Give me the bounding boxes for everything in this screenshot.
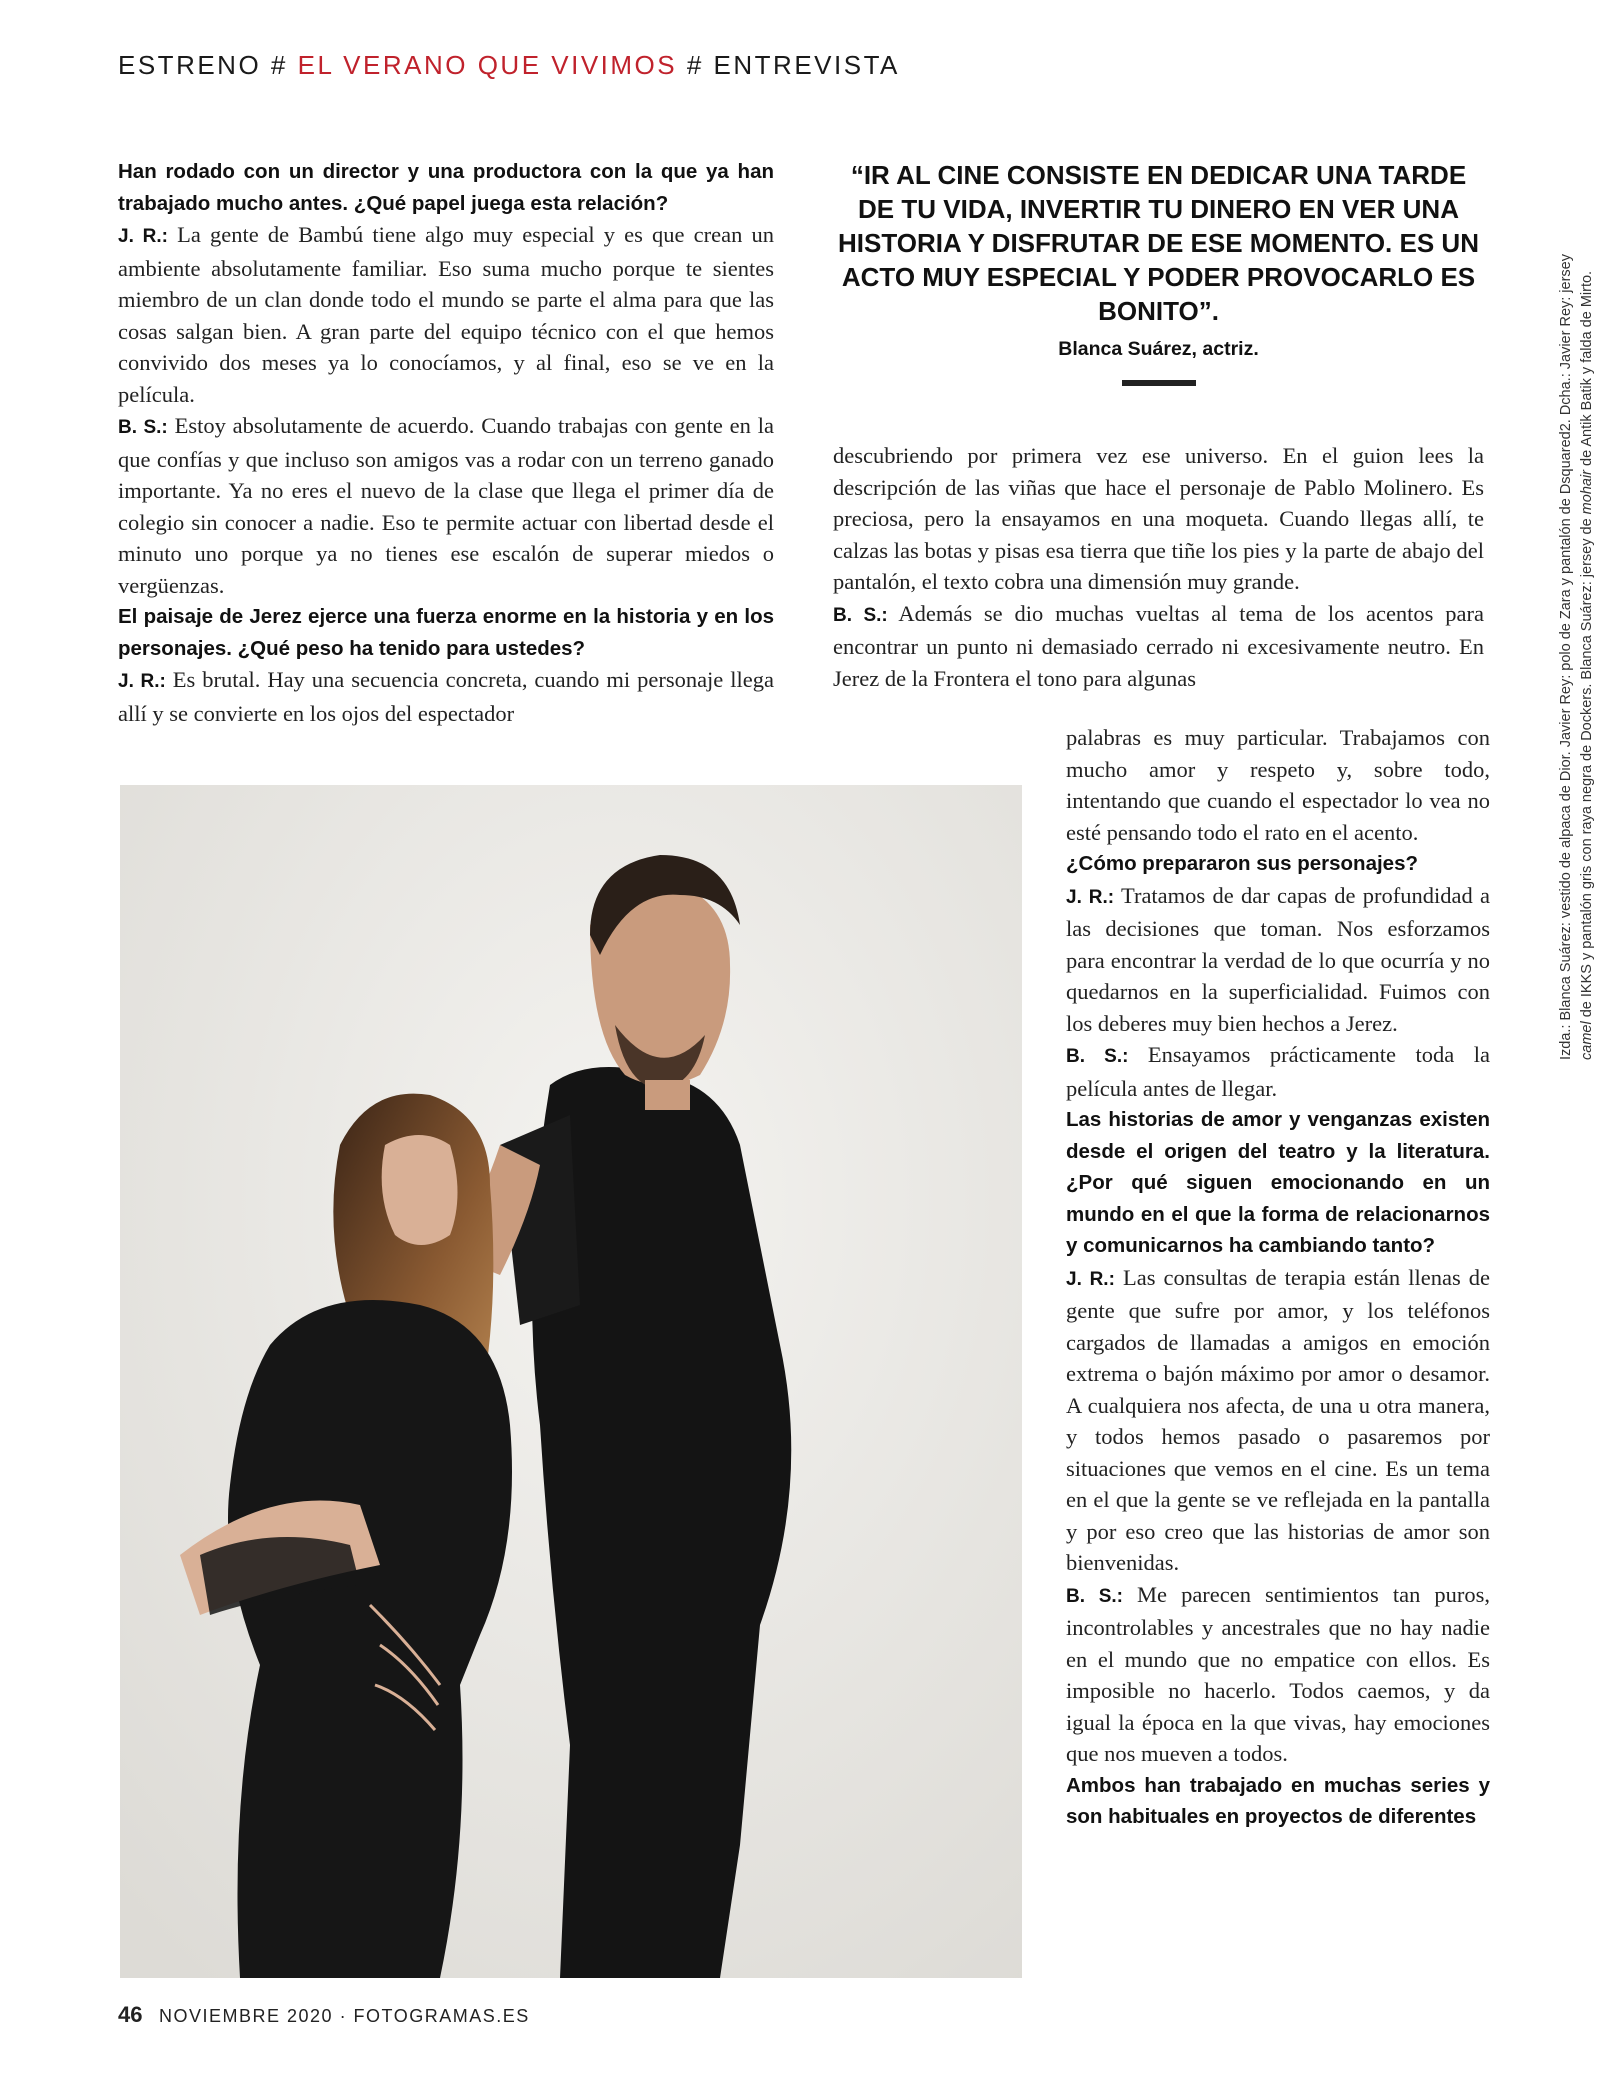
speaker-label: J. R.:	[1066, 1268, 1115, 1290]
interview-answer	[1066, 1039, 1490, 1104]
interview-answer	[118, 664, 774, 729]
speaker-label: B. S.:	[1066, 1046, 1129, 1067]
credit-italic: mohair	[1579, 470, 1595, 515]
interview-answer	[118, 410, 774, 601]
speaker-label: J. R.:	[118, 671, 166, 692]
pull-quote-author: Blanca Suárez, actriz.	[1058, 338, 1259, 360]
section-header	[118, 50, 900, 81]
credit-line-1: Izda.: Blanca Suárez: vestido de alpaca de Dior. Javier Rey: polo de Zara y pantalón de Dsquared2. Dcha.: Javier Rey: jersey	[1558, 254, 1574, 1060]
interview-answer	[833, 598, 1484, 695]
speaker-label: B. S.:	[833, 604, 888, 626]
pull-quote-text: “IR AL CINE CONSISTE EN DEDICAR UNA TARDE DE TU VIDA, INVERTIR TU DINERO EN VER UNA HISTORIA Y DISFRUTAR DE ESE MOMENTO. ES UN ACTO MUY ESPECIAL Y PODER PROVOCARLO ES BONITO”.	[838, 160, 1479, 326]
answer-text: Ensayamos prácticamente toda la película antes de llegar.	[1066, 1042, 1490, 1101]
issue-info: NOVIEMBRE 2020 · FOTOGRAMAS.ES	[159, 2006, 530, 2026]
pull-quote-divider	[1122, 380, 1196, 386]
speaker-label: B. S.:	[1066, 1585, 1123, 1607]
interview-answer: palabras es muy particular. Trabajamos con mucho amor y respeto y, sobre todo, intentando que cuando el espectador lo vea no esté pensando todo el rato en el acento.	[1066, 725, 1490, 845]
answer-text: Tratamos de dar capas de profundidad a las decisiones que toman. Nos esforzamos para encontrar la verdad de lo que ocurría y no quedarnos en la superficialidad. Fuimos con los deberes muy bien hechos a Jerez.	[1066, 882, 1491, 1036]
interview-question: El paisaje de Jerez ejerce una fuerza enorme en la historia y en los personajes. ¿Qué peso ha tenido para ustedes?	[118, 605, 774, 660]
answer-text: Es brutal. Hay una secuencia concreta, cuando mi personaje llega allí y se convierte en los ojos del espectador	[118, 667, 774, 726]
credit-text: de IKKS y pantalón gris con raya negra de Dockers. Blanca Suárez: jersey de	[1579, 514, 1595, 1022]
interview-answer	[118, 219, 774, 410]
speaker-label: B. S.:	[118, 417, 168, 438]
answer-text: La gente de Bambú tiene algo muy especial y es que crean un ambiente absolutamente familiar. Eso suma mucho porque te sientes miembro de un clan donde todo el mundo se parte el alma para que las cosas salgan bien. A gran parte del equipo técnico con el que hemos convivido dos meses ya lo conocíamos, y al final, eso se ve en la película.	[118, 222, 774, 407]
article-column-left	[118, 156, 774, 729]
interview-answer: descubriendo por primera vez ese universo. En el guion lees la descripción de las viñas que hace el personaje de Pablo Molinero. Es preciosa, pero la ensayamos en una moqueta. Cuando llegas allí, te calzas las botas y pisas esa tierra que tiñe los pies y la parte de abajo del pantalón, el texto cobra una dimensión muy grande.	[833, 443, 1484, 594]
interview-answer	[1066, 1262, 1490, 1579]
interview-question: Las historias de amor y venganzas existen desde el origen del teatro y la literatura. ¿Por qué siguen emocionando en un mundo en el que la forma de relacionarnos y comunicarnos ha cambiando tanto?	[1066, 1108, 1490, 1257]
credit-italic: camel	[1579, 1021, 1595, 1060]
photo-illustration	[120, 785, 1022, 1978]
page-number: 46	[118, 2002, 143, 2027]
answer-text: Estoy absolutamente de acuerdo. Cuando trabajas con gente en la que confías y que incluso son amigos vas a rodar con un terreno ganado importante. Ya no eres el nuevo de la clase que llega el primer día de colegio sin conocer a nadie. Eso te permite actuar con libertad desde el minuto uno porque ya no tienes ese escalón de superar miedos o vergüenzas.	[118, 413, 774, 598]
header-highlight: EL VERANO QUE VIVIMOS	[297, 50, 678, 80]
article-column-right-narrow	[1066, 722, 1490, 1833]
credit-line-2	[1577, 120, 1598, 1060]
speaker-label: J. R.:	[118, 226, 168, 247]
header-tail: # ENTREVISTA	[686, 50, 900, 80]
article-column-right-top	[833, 440, 1484, 694]
interview-question: ¿Cómo prepararon sus personajes?	[1066, 852, 1419, 875]
interview-question: Ambos han trabajado en muchas series y son habituales en proyectos de diferentes	[1066, 1773, 1490, 1828]
header-section: ESTRENO #	[118, 50, 288, 80]
interview-question: Han rodado con un director y una productora con la que ya han trabajado mucho antes. ¿Qué papel juega esta relación?	[118, 160, 774, 215]
page-footer	[118, 2002, 530, 2028]
answer-text: Además se dio muchas vueltas al tema de los acentos para encontrar un punto ni demasiado cerrado ni excesivamente neutro. En Jerez de la Frontera el tono para algunas	[833, 600, 1484, 691]
credit-text: de Antik Batik y falda de Mirto.	[1579, 270, 1595, 470]
answer-text: Las consultas de terapia están llenas de gente que sufre por amor, y los teléfonos cargados de llamadas a amigos en emoción extrema o bajón máximo por amor o desamor. A cualquiera nos afecta, de una u otra manera, y todos hemos pasado o pasaremos por situaciones que vemos en el cine. Es un tema en el que la gente se ve reflejada en la pantalla y por eso creo que las historias de amor son bienvenidas.	[1066, 1264, 1490, 1575]
answer-text: Me parecen sentimientos tan puros, incontrolables y ancestrales que no hay nadie en el mundo que no empatice con ellos. Es imposible no hacerlo. Todos caemos, y da igual la época en la que vivas, hay emociones que nos mueven a todos.	[1066, 1581, 1490, 1766]
cover-photo	[120, 785, 1022, 1978]
interview-answer	[1066, 1579, 1490, 1770]
photo-credit	[1556, 120, 1598, 1060]
speaker-label: J. R.:	[1066, 886, 1115, 908]
pull-quote	[833, 158, 1484, 386]
interview-answer	[1066, 880, 1490, 1040]
